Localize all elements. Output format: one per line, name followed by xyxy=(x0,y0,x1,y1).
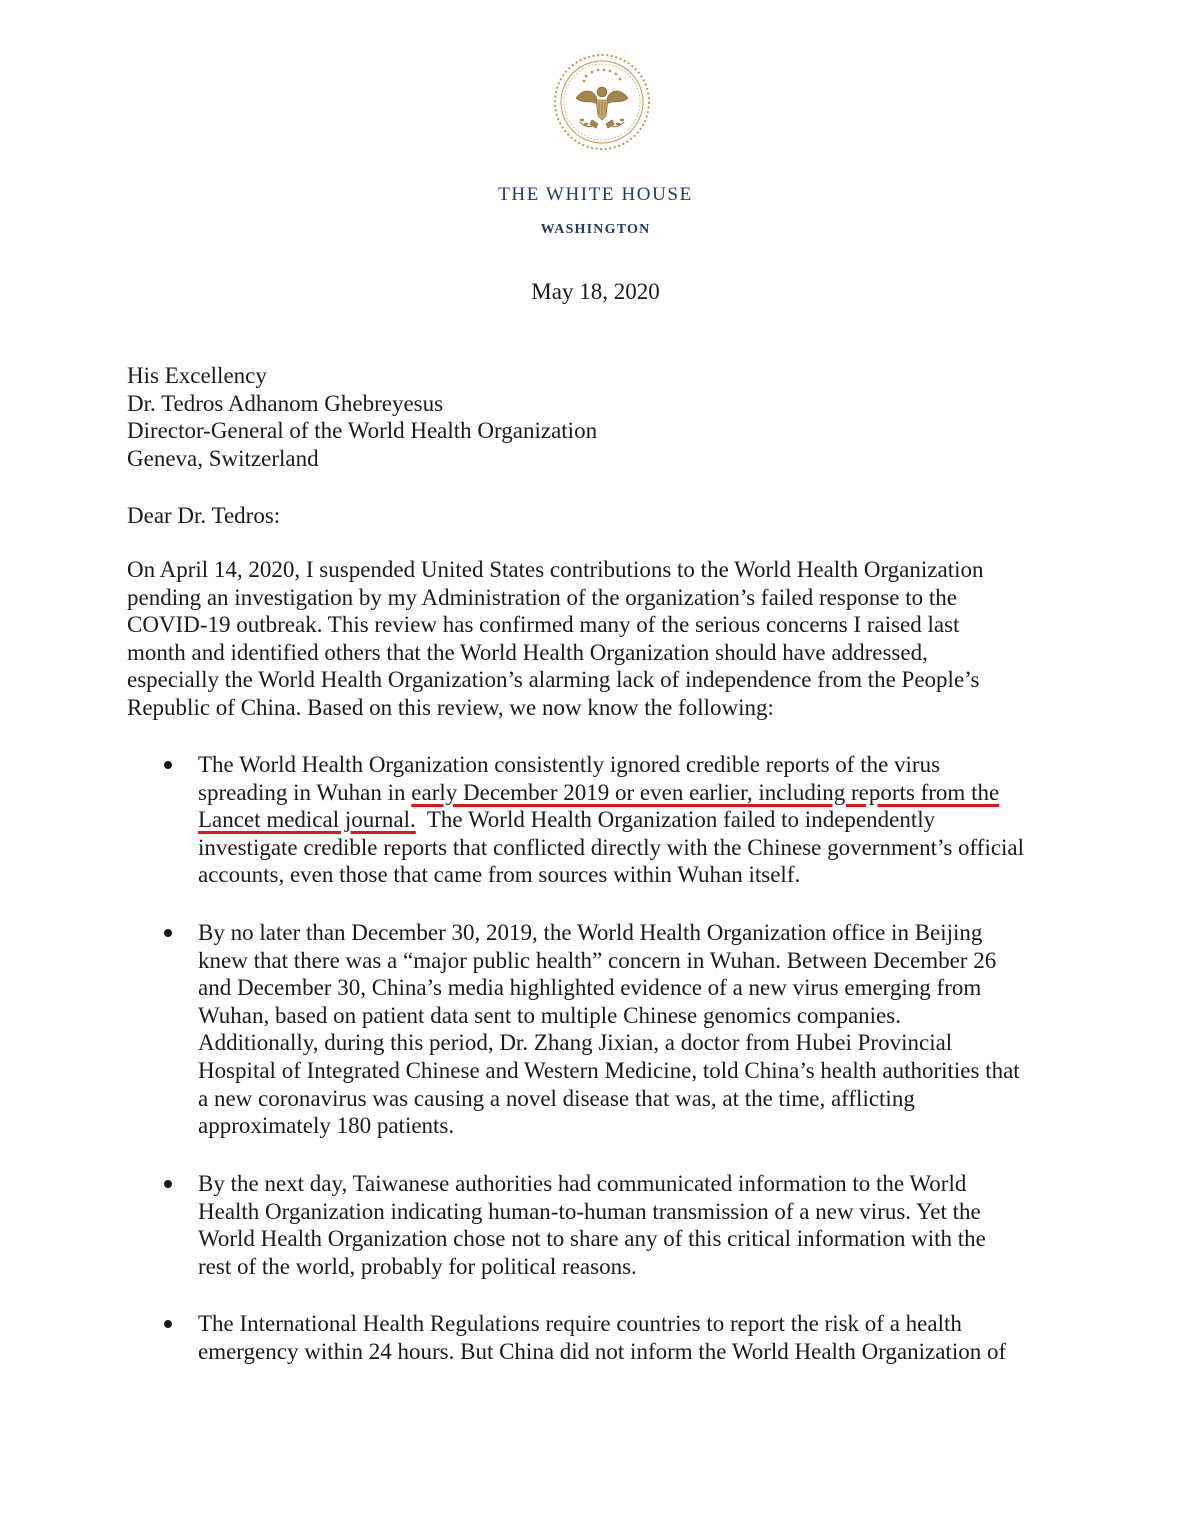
addressee-block xyxy=(127,362,597,472)
bullet-icon xyxy=(164,761,172,769)
red-underlined-text: early December 2019 or even earlier, including reports from the xyxy=(411,779,1000,805)
bullet-icon xyxy=(164,1180,172,1188)
paragraph-line: On April 14, 2020, I suspended United States contributions to the World Health Organization xyxy=(127,557,984,582)
paragraph-line: Republic of China. Based on this review, we now know the following: xyxy=(127,694,774,720)
paragraph-line: knew that there was a “major public health” concern in Wuhan. Between December 26 xyxy=(198,947,997,973)
plain-text: The World Health Organization failed to independently xyxy=(415,807,936,833)
paragraph-line: Additionally, during this period, Dr. Zhang Jixian, a doctor from Hubei Provincial xyxy=(198,1030,953,1056)
bullet-icon xyxy=(164,929,172,937)
paragraph-line: accounts, even those that came from sources within Wuhan itself. xyxy=(198,862,801,888)
paragraph-line xyxy=(198,779,1024,807)
addressee-line: Dr. Tedros Adhanom Ghebreyesus xyxy=(127,390,444,416)
letter-date: May 18, 2020 xyxy=(531,279,660,304)
letterhead-org-name: THE WHITE HOUSE xyxy=(498,184,693,205)
addressee-line: His Excellency xyxy=(127,363,267,388)
paragraph-line: especially the World Health Organization’s alarming lack of independence from the People’s xyxy=(127,667,980,693)
paragraph-line: month and identified others that the World Health Organization should have addressed, xyxy=(127,639,928,665)
red-underlined-text: Lancet medical journal. xyxy=(198,807,416,833)
bullet-icon xyxy=(164,1320,172,1328)
paragraph-line: The World Health Organization consistently ignored credible reports of the virus xyxy=(198,752,941,777)
salutation: Dear Dr. Tedros: xyxy=(127,503,281,528)
bullet-item xyxy=(198,919,1020,1140)
paragraph-line: emergency within 24 hours. But China did not inform the World Health Organization of xyxy=(198,1338,1007,1364)
paragraph-line: The International Health Regulations require countries to report the risk of a health xyxy=(198,1311,962,1336)
letterhead-city: WASHINGTON xyxy=(540,222,651,237)
paragraph-line: By the next day, Taiwanese authorities had communicated information to the World xyxy=(198,1171,967,1196)
paragraph-line: By no later than December 30, 2019, the World Health Organization office in Beijing xyxy=(198,920,983,945)
addressee-line: Director-General of the World Health Organization xyxy=(127,418,598,444)
intro-paragraph xyxy=(127,556,983,722)
paragraph-line: pending an investigation by my Administration of the organization’s failed response to the xyxy=(127,584,957,610)
paragraph-line: Hospital of Integrated Chinese and Western Medicine, told China’s health authorities that xyxy=(198,1057,1020,1083)
paragraph-line: Health Organization indicating human-to-human transmission of a new virus. Yet the xyxy=(198,1198,981,1224)
paragraph-line xyxy=(198,806,1024,834)
paragraph-line: rest of the world, probably for political reasons. xyxy=(198,1253,637,1279)
presidential-seal-icon xyxy=(546,52,658,152)
plain-text: spreading in Wuhan in xyxy=(198,779,412,805)
bullet-item xyxy=(198,751,1024,889)
bullet-item xyxy=(198,1170,986,1280)
paragraph-line: and December 30, China’s media highlighted evidence of a new virus emerging from xyxy=(198,975,982,1001)
bullet-item xyxy=(198,1310,1006,1365)
addressee-line: Geneva, Switzerland xyxy=(127,445,319,471)
paragraph-line: a new coronavirus was causing a novel disease that was, at the time, afflicting xyxy=(198,1085,915,1111)
paragraph-line: approximately 180 patients. xyxy=(198,1113,455,1139)
paragraph-line: COVID-19 outbreak. This review has confirmed many of the serious concerns I raised last xyxy=(127,612,960,638)
paragraph-line: World Health Organization chose not to share any of this critical information with the xyxy=(198,1226,986,1252)
paragraph-line: investigate credible reports that conflicted directly with the Chinese government’s official xyxy=(198,834,1025,860)
paragraph-line: Wuhan, based on patient data sent to multiple Chinese genomics companies. xyxy=(198,1002,901,1028)
